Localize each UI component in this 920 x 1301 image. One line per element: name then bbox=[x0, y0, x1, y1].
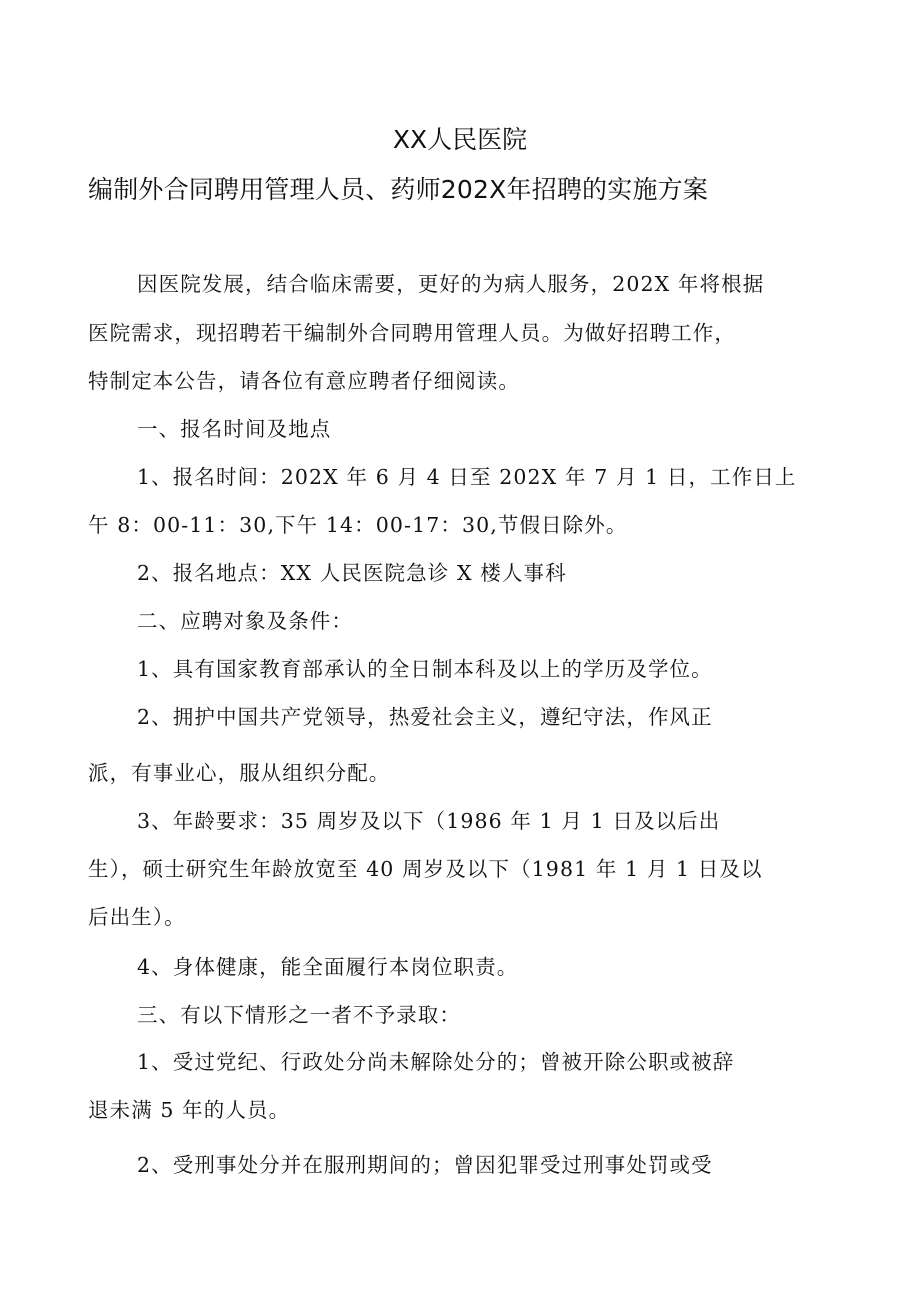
section-heading: 二、应聘对象及条件： bbox=[137, 609, 353, 633]
body-line: 派，有事业心，服从组织分配。 bbox=[88, 761, 391, 785]
document-subtitle: 编制外合同聘用管理人员、药师202X年招聘的实施方案 bbox=[88, 175, 709, 204]
document-title: XX人民医院 bbox=[392, 125, 528, 154]
body-line: 2、拥护中国共产党领导，热爱社会主义，遵纪守法，作风正 bbox=[137, 705, 713, 729]
body-line: 1、报名时间：202X 年 6 月 4 日至 202X 年 7 月 1 日，工作日上 bbox=[137, 465, 797, 489]
body-line: 1、具有国家教育部承认的全日制本科及以上的学历及学位。 bbox=[137, 657, 713, 681]
body-line: 特制定本公告，请各位有意应聘者仔细阅读。 bbox=[88, 369, 520, 393]
body-line: 2、受刑事处分并在服刑期间的；曾因犯罪受过刑事处罚或受 bbox=[137, 1153, 713, 1177]
body-line: 因医院发展，结合临床需要，更好的为病人服务，202X 年将根据 bbox=[137, 272, 765, 296]
body-line: 1、受过党纪、行政处分尚未解除处分的；曾被开除公职或被辞 bbox=[137, 1050, 735, 1074]
body-line: 2、报名地点：XX 人民医院急诊 X 楼人事科 bbox=[137, 561, 567, 585]
body-line: 午 8：00-11：30,下午 14：00-17：30,节假日除外。 bbox=[88, 513, 628, 537]
section-heading: 一、报名时间及地点 bbox=[137, 417, 332, 441]
body-line: 退未满 5 年的人员。 bbox=[88, 1098, 291, 1122]
body-line: 4、身体健康，能全面履行本岗位职责。 bbox=[137, 955, 519, 979]
body-line: 后出生）。 bbox=[88, 905, 186, 929]
body-line: 生），硕士研究生年龄放宽至 40 周岁及以下（1981 年 1 月 1 日及以 bbox=[88, 857, 763, 881]
section-heading: 三、有以下情形之一者不予录取： bbox=[137, 1003, 461, 1027]
body-line: 3、年龄要求：35 周岁及以下（1986 年 1 月 1 日及以后出 bbox=[137, 809, 721, 833]
body-line: 医院需求，现招聘若干编制外合同聘用管理人员。为做好招聘工作， bbox=[88, 321, 736, 345]
